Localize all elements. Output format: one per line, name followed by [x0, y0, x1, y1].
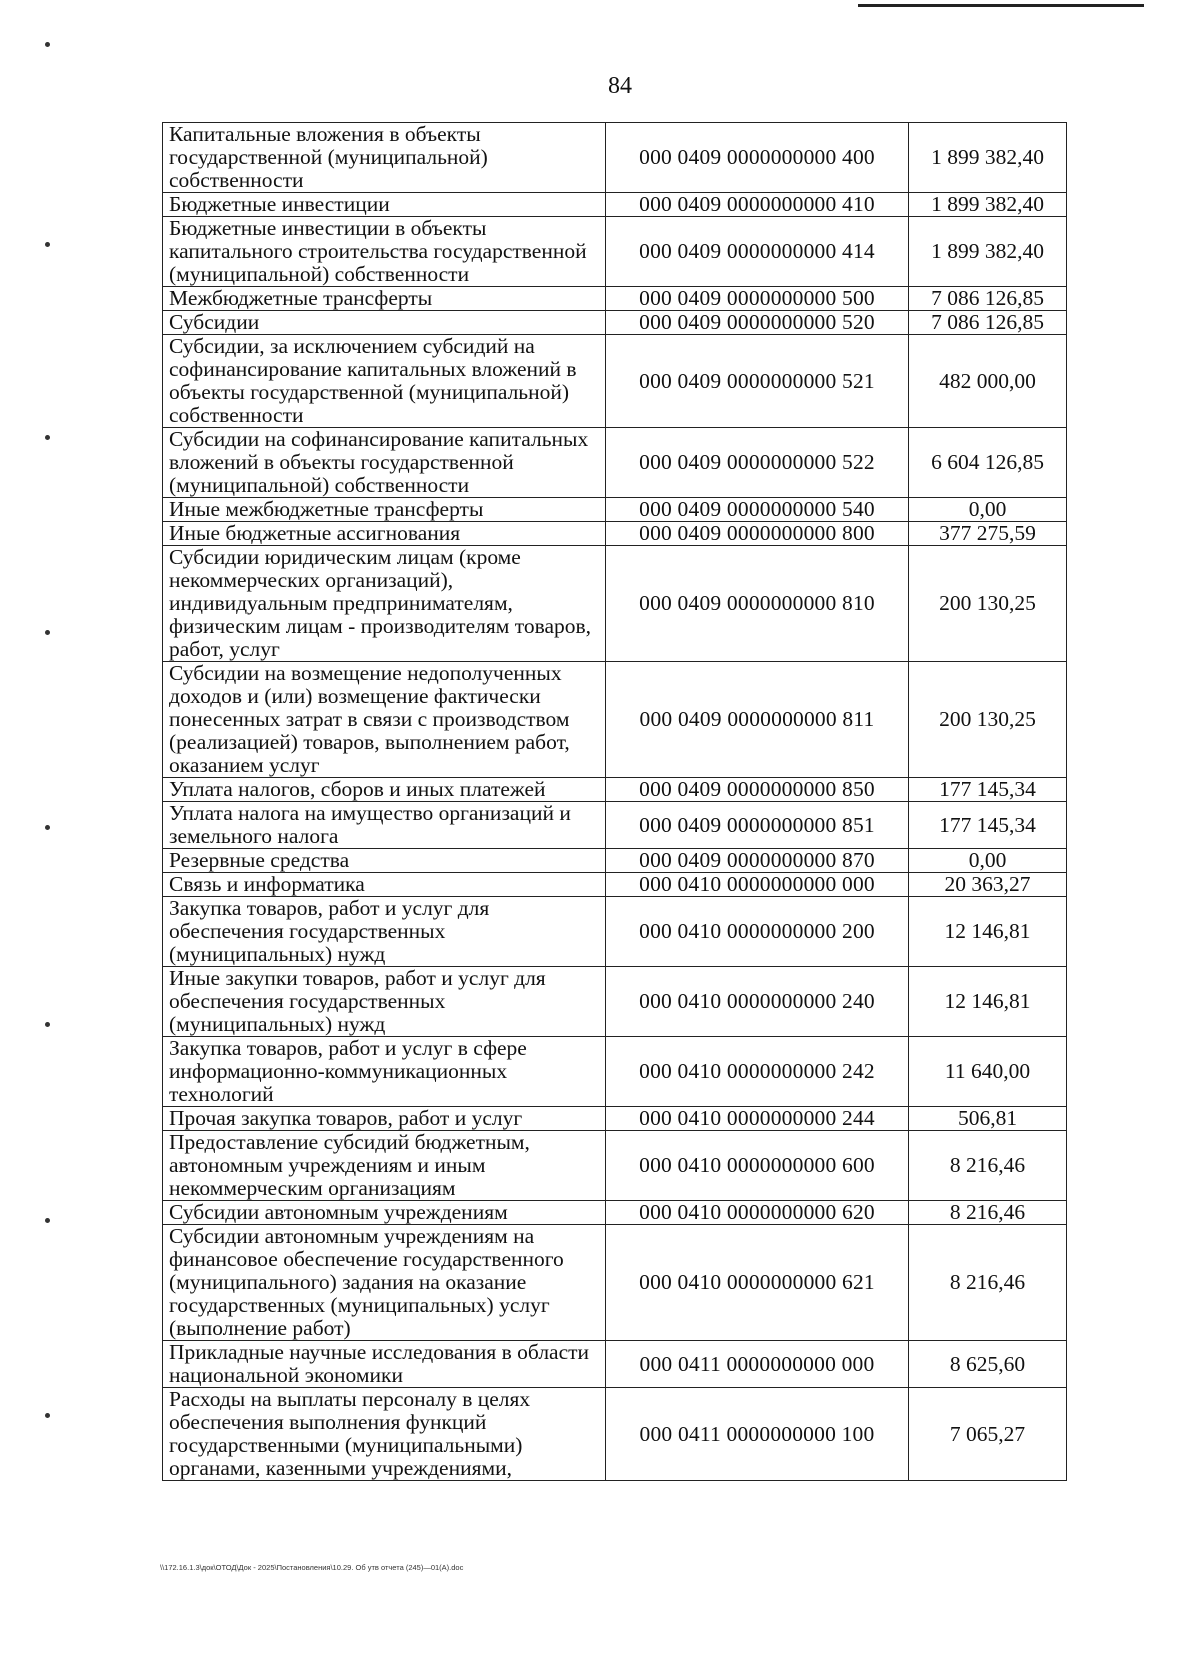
table-row [163, 967, 1067, 1037]
table-row [163, 498, 1067, 522]
row-code-cell: 000 0409 0000000000 520 [606, 311, 909, 335]
budget-table [162, 122, 1067, 1481]
margin-dot [45, 1022, 50, 1027]
table-row [163, 1388, 1067, 1481]
row-amount-cell: 11 640,00 [909, 1037, 1067, 1107]
row-name-cell: Иные закупки товаров, работ и услуг для обеспечения государственных (муниципальных) нужд [163, 967, 606, 1037]
row-name-cell: Бюджетные инвестиции [163, 193, 606, 217]
margin-dot [45, 825, 50, 830]
row-code-cell: 000 0411 0000000000 000 [606, 1341, 909, 1388]
row-amount-cell: 8 625,60 [909, 1341, 1067, 1388]
table-row [163, 1341, 1067, 1388]
table-row [163, 662, 1067, 778]
row-amount-cell: 8 216,46 [909, 1131, 1067, 1201]
table-row [163, 1037, 1067, 1107]
row-code-cell: 000 0409 0000000000 500 [606, 287, 909, 311]
row-amount-cell: 506,81 [909, 1107, 1067, 1131]
row-name-cell: Межбюджетные трансферты [163, 287, 606, 311]
row-name-cell: Субсидии на софинансирование капитальных вложений в объекты государственной (муниципальной) собственности [163, 428, 606, 498]
row-name-cell: Субсидии автономным учреждениям [163, 1201, 606, 1225]
row-amount-cell: 377 275,59 [909, 522, 1067, 546]
table-row [163, 193, 1067, 217]
row-amount-cell: 7 065,27 [909, 1388, 1067, 1481]
row-name-cell: Бюджетные инвестиции в объекты капитального строительства государственной (муниципальной) собственности [163, 217, 606, 287]
margin-dot [45, 242, 50, 247]
table-row [163, 123, 1067, 193]
row-name-cell: Иные межбюджетные трансферты [163, 498, 606, 522]
row-code-cell: 000 0409 0000000000 522 [606, 428, 909, 498]
row-name-cell: Иные бюджетные ассигнования [163, 522, 606, 546]
row-amount-cell: 1 899 382,40 [909, 217, 1067, 287]
row-code-cell: 000 0409 0000000000 870 [606, 849, 909, 873]
table-row [163, 522, 1067, 546]
table-row [163, 287, 1067, 311]
table-row [163, 802, 1067, 849]
row-code-cell: 000 0409 0000000000 400 [606, 123, 909, 193]
row-code-cell: 000 0410 0000000000 242 [606, 1037, 909, 1107]
row-amount-cell: 8 216,46 [909, 1225, 1067, 1341]
row-amount-cell: 482 000,00 [909, 335, 1067, 428]
row-code-cell: 000 0410 0000000000 000 [606, 873, 909, 897]
table-row [163, 1107, 1067, 1131]
row-name-cell: Субсидии, за исключением субсидий на софинансирование капитальных вложений в объекты государственной (муниципальной) собственности [163, 335, 606, 428]
row-name-cell: Уплата налогов, сборов и иных платежей [163, 778, 606, 802]
row-amount-cell: 7 086 126,85 [909, 311, 1067, 335]
row-amount-cell: 0,00 [909, 849, 1067, 873]
table-row [163, 428, 1067, 498]
margin-dot [45, 630, 50, 635]
row-code-cell: 000 0409 0000000000 521 [606, 335, 909, 428]
row-amount-cell: 0,00 [909, 498, 1067, 522]
row-amount-cell: 20 363,27 [909, 873, 1067, 897]
row-name-cell: Уплата налога на имущество организаций и земельного налога [163, 802, 606, 849]
row-code-cell: 000 0409 0000000000 414 [606, 217, 909, 287]
row-amount-cell: 1 899 382,40 [909, 193, 1067, 217]
row-code-cell: 000 0410 0000000000 200 [606, 897, 909, 967]
row-code-cell: 000 0409 0000000000 810 [606, 546, 909, 662]
row-amount-cell: 177 145,34 [909, 802, 1067, 849]
margin-dot [45, 1218, 50, 1223]
row-code-cell: 000 0409 0000000000 851 [606, 802, 909, 849]
table-row [163, 849, 1067, 873]
row-name-cell: Субсидии [163, 311, 606, 335]
row-name-cell: Прочая закупка товаров, работ и услуг [163, 1107, 606, 1131]
table-row [163, 311, 1067, 335]
row-amount-cell: 1 899 382,40 [909, 123, 1067, 193]
row-name-cell: Расходы на выплаты персоналу в целях обеспечения выполнения функций государственными (муниципальными) органами, казенными учреждениями, [163, 1388, 606, 1481]
row-amount-cell: 200 130,25 [909, 662, 1067, 778]
table-row [163, 1131, 1067, 1201]
row-code-cell: 000 0409 0000000000 850 [606, 778, 909, 802]
row-code-cell: 000 0410 0000000000 600 [606, 1131, 909, 1201]
table-row [163, 546, 1067, 662]
row-code-cell: 000 0409 0000000000 540 [606, 498, 909, 522]
table-row [163, 335, 1067, 428]
margin-dot [45, 42, 50, 47]
row-name-cell: Субсидии автономным учреждениям на финансовое обеспечение государственного (муниципального) задания на оказание государственных (муниципальных) услуг (выполнение работ) [163, 1225, 606, 1341]
table-row [163, 1201, 1067, 1225]
row-name-cell: Субсидии на возмещение недополученных доходов и (или) возмещение фактически понесенных затрат в связи с производством (реализацией) товаров, выполнением работ, оказанием услуг [163, 662, 606, 778]
margin-dot [45, 435, 50, 440]
row-name-cell: Предоставление субсидий бюджетным, автономным учреждениям и иным некоммерческим организациям [163, 1131, 606, 1201]
row-code-cell: 000 0409 0000000000 811 [606, 662, 909, 778]
row-name-cell: Субсидии юридическим лицам (кроме некоммерческих организаций), индивидуальным предпринимателям, физическим лицам - производителям товаров, работ, услуг [163, 546, 606, 662]
table-row [163, 873, 1067, 897]
row-code-cell: 000 0411 0000000000 100 [606, 1388, 909, 1481]
row-name-cell: Прикладные научные исследования в области национальной экономики [163, 1341, 606, 1388]
row-amount-cell: 7 086 126,85 [909, 287, 1067, 311]
row-name-cell: Капитальные вложения в объекты государственной (муниципальной) собственности [163, 123, 606, 193]
top-rule [858, 4, 1144, 7]
row-code-cell: 000 0410 0000000000 244 [606, 1107, 909, 1131]
row-amount-cell: 12 146,81 [909, 897, 1067, 967]
row-code-cell: 000 0410 0000000000 621 [606, 1225, 909, 1341]
row-name-cell: Закупка товаров, работ и услуг для обеспечения государственных (муниципальных) нужд [163, 897, 606, 967]
row-code-cell: 000 0409 0000000000 800 [606, 522, 909, 546]
page-number: 84 [608, 73, 632, 99]
footer-file-path: \\172.16.1.3\док\ОТОД\Док - 2025\Постановления\10.29. Об утв отчета (245)—01(А).doc [160, 1563, 464, 1572]
row-name-cell: Связь и информатика [163, 873, 606, 897]
row-amount-cell: 12 146,81 [909, 967, 1067, 1037]
table-row [163, 1225, 1067, 1341]
row-amount-cell: 177 145,34 [909, 778, 1067, 802]
table-row [163, 897, 1067, 967]
row-code-cell: 000 0410 0000000000 620 [606, 1201, 909, 1225]
row-amount-cell: 200 130,25 [909, 546, 1067, 662]
table-row [163, 217, 1067, 287]
row-name-cell: Закупка товаров, работ и услуг в сфере информационно-коммуникационных технологий [163, 1037, 606, 1107]
margin-dot [45, 1413, 50, 1418]
row-amount-cell: 8 216,46 [909, 1201, 1067, 1225]
row-code-cell: 000 0409 0000000000 410 [606, 193, 909, 217]
table-row [163, 778, 1067, 802]
row-amount-cell: 6 604 126,85 [909, 428, 1067, 498]
row-name-cell: Резервные средства [163, 849, 606, 873]
row-code-cell: 000 0410 0000000000 240 [606, 967, 909, 1037]
